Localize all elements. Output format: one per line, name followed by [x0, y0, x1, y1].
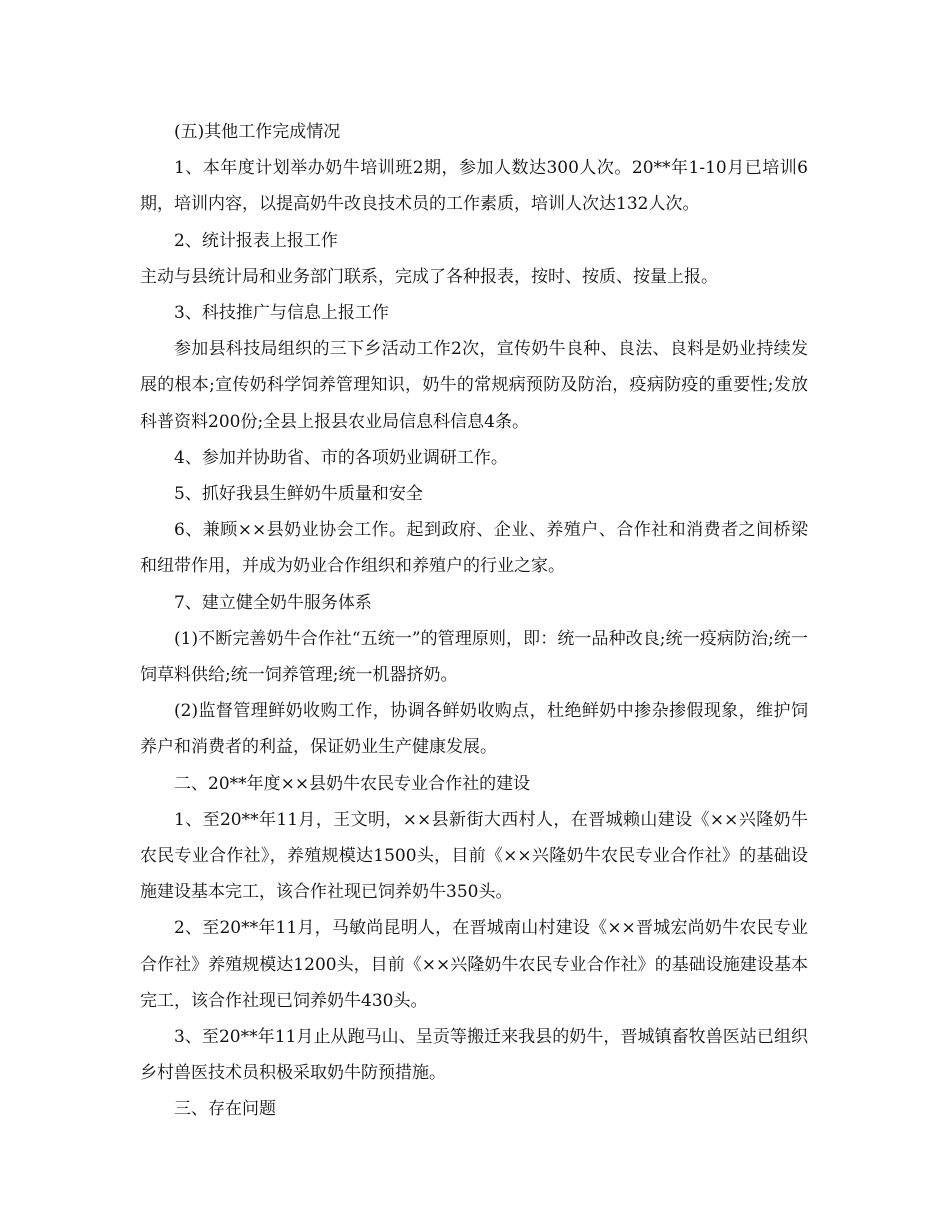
paragraph-research: 4、参加并协助省、市的各项奶业调研工作。 [174, 447, 508, 468]
item-heading-service-system: 7、建立健全奶牛服务体系 [174, 592, 372, 613]
section-heading-problems: 三、存在问题 [174, 1099, 276, 1120]
item-heading-statistics: 2、统计报表上报工作 [174, 230, 338, 251]
paragraph-training: 1、本年度计划举办奶牛培训班2期，参加人数达300人次。20**年1-10月已培训6期，培训内容，以提高奶牛改良技术员的工作素质，培训人次达132人次。 [140, 158, 808, 215]
paragraph-cooperative-3: 3、至20**年11月止从跑马山、呈贡等搬迁来我县的奶牛，晋城镇畜牧兽医站已组织乡村兽医技术员积极采取奶牛防预措施。 [140, 1027, 808, 1084]
paragraph-five-unified: (1)不断完善奶牛合作社“五统一”的管理原则，即：统一品种改良;统一疫病防治;统一饲草料供给;统一饲养管理;统一机器挤奶。 [140, 628, 808, 686]
paragraph-tech-promotion: 参加县科技局组织的三下乡活动工作2次，宣传奶牛良种、良法、良料是奶业持续发展的根本;宣传奶科学饲养管理知识，奶牛的常规病预防及防治，疫病防疫的重要性;发放科普资料200份;全县上报县农业局信息科信息4条。 [140, 339, 808, 432]
paragraph-association: 6、兼顾××县奶业协会工作。起到政府、企业、养殖户、合作社和消费者之间桥梁和纽带作用，并成为奶业合作组织和养殖户的行业之家。 [140, 520, 808, 577]
item-heading-tech-promotion: 3、科技推广与信息上报工作 [174, 303, 389, 324]
document-body [140, 114, 808, 1128]
paragraph-supervision: (2)监督管理鲜奶收购工作，协调各鲜奶收购点，杜绝鲜奶中掺杂掺假现象，维护饲养户和消费者的利益，保证奶业生产健康发展。 [140, 701, 808, 758]
paragraph-statistics: 主动与县统计局和业务部门联系，完成了各种报表，按时、按质、按量上报。 [140, 266, 718, 287]
paragraph-cooperative-2: 2、至20**年11月，马敏尚昆明人，在晋城南山村建设《××晋城宏尚奶牛农民专业合作社》养殖规模达1200头，目前《××兴隆奶牛农民专业合作社》的基础设施建设基本完工，该合作社现已饲养奶牛430头。 [140, 918, 808, 1011]
paragraph-cooperative-1: 1、至20**年11月，王文明，××县新街大西村人，在晋城赖山建设《××兴隆奶牛农民专业合作社》，养殖规模达1500头，目前《××兴隆奶牛农民专业合作社》的基础设施建设基本完工，该合作社现已饲养奶牛350头。 [140, 809, 808, 903]
section-heading-cooperatives: 二、20**年度××县奶牛农民专业合作社的建设 [174, 773, 531, 794]
paragraph-milk-quality: 5、抓好我县生鲜奶牛质量和安全 [174, 484, 423, 505]
section-heading-other-work: (五)其他工作完成情况 [174, 122, 341, 142]
